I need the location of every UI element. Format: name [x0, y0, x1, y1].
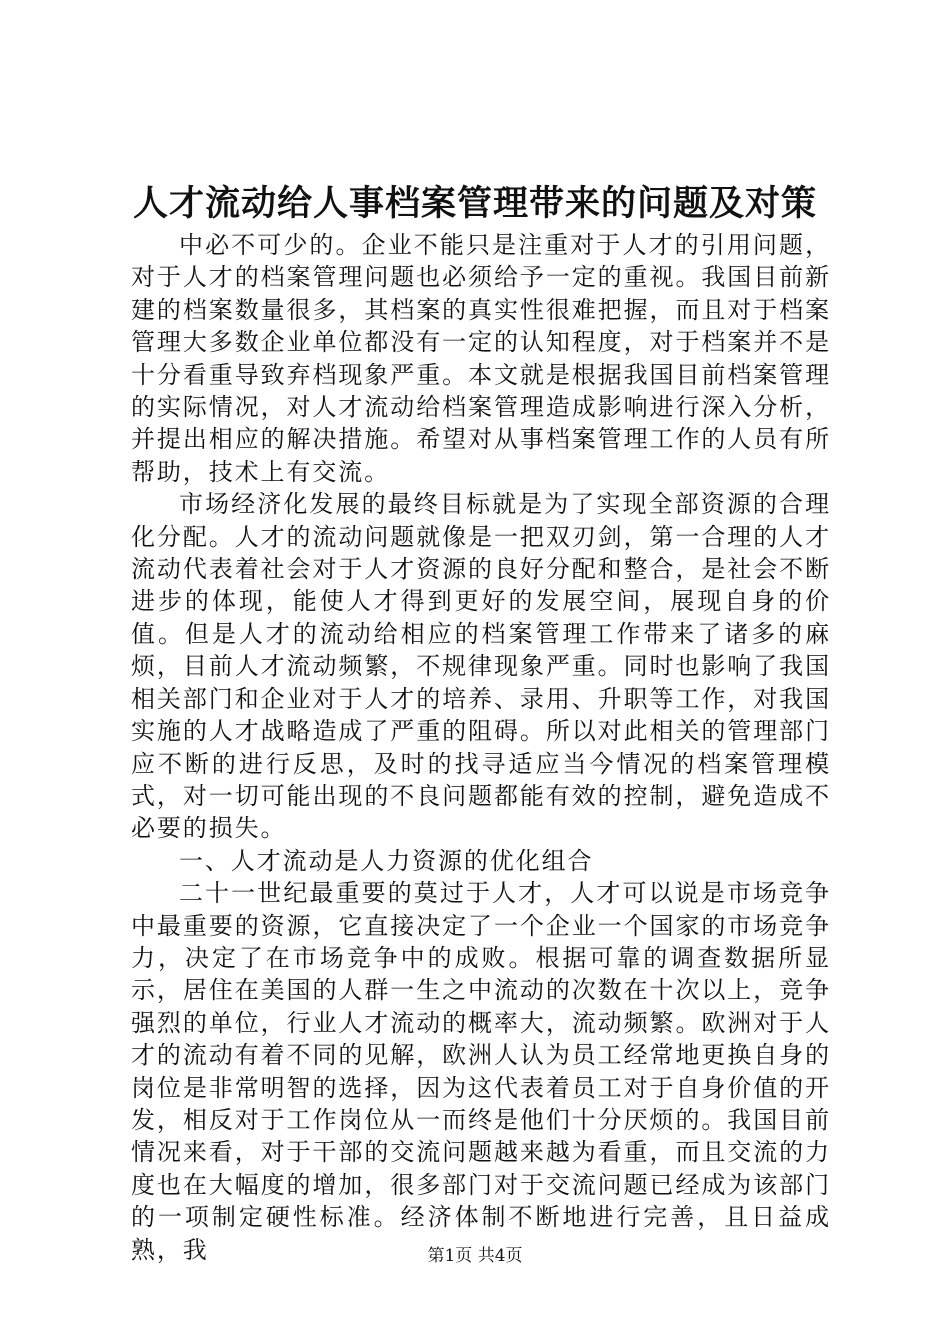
page-number-footer: 第1页 共4页: [427, 1246, 523, 1266]
document-title: 人才流动给人事档案管理带来的问题及对策: [132, 183, 817, 224]
paragraph-intro: 中必不可少的。企业不能只是注重对于人才的引用问题，对于人才的档案管理问题也必须给予一定的重视。我国目前新建的档案数量很多，其档案的真实性很难把握，而且对于档案管理大多数企业单位都没有一定的认知程度，对于档案并不是十分看重导致弃档现象严重。本文就是根据我国目前档案管理的实际情况，对人才流动给档案管理造成影响进行深入分析，并提出相应的解决措施。希望对从事档案管理工作的人员有所帮助，技术上有交流。: [131, 231, 831, 486]
paragraph-talent-resource: 二十一世纪最重要的莫过于人才，人才可以说是市场竞争中最重要的资源，它直接决定了一个企业一个国家的市场竞争力，决定了在市场竞争中的成败。根据可靠的调查数据所显示，居住在美国的人群一生之中流动的次数在十次以上，竞争强烈的单位，行业人才流动的概率大，流动频繁。欧洲对于人才的流动有着不同的见解，欧洲人认为员工经常地更换自身的岗位是非常明智的选择，因为这代表着员工对于自身价值的开发，相反对于工作岗位从一而终是他们十分厌烦的。我国目前情况来看，对于干部的交流问题越来越为看重，而且交流的力度也在大幅度的增加，很多部门对于交流问题已经成为该部门的一项制定硬性标准。经济体制不断地进行完善，且日益成熟，我: [131, 879, 831, 1264]
section-heading-1: 一、人才流动是人力资源的优化组合: [179, 846, 594, 875]
paragraph-market-economy: 市场经济化发展的最终目标就是为了实现全部资源的合理化分配。人才的流动问题就像是一把双刃剑，第一合理的人才流动代表着社会对于人才资源的良好分配和整合，是社会不断进步的体现，能使人才得到更好的发展空间，展现自身的价值。但是人才的流动给相应的档案管理工作带来了诸多的麻烦，目前人才流动频繁，不规律现象严重。同时也影响了我国相关部门和企业对于人才的培养、录用、升职等工作，对我国实施的人才战略造成了严重的阻碍。所以对此相关的管理部门应不断的进行反思，及时的找寻适应当今情况的档案管理模式，对一切可能出现的不良问题都能有效的控制，避免造成不必要的损失。: [131, 490, 831, 843]
document-body: [131, 229, 831, 1266]
